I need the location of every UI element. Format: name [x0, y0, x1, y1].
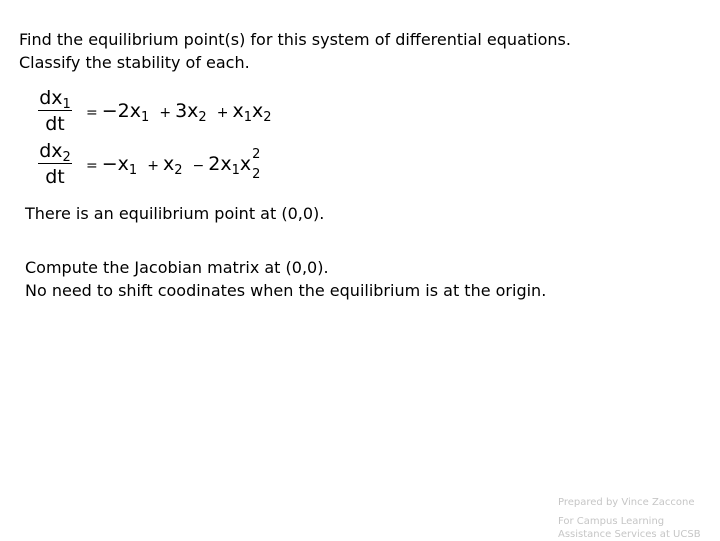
equilibrium-statement: There is an equilibrium point at (0,0). [25, 204, 325, 223]
for-line-2: Assistance Services at UCSB [558, 529, 701, 540]
shift-note: No need to shift coodinates when the equilibrium is at the origin. [25, 281, 547, 300]
jacobian-instruction: Compute the Jacobian matrix at (0,0). [25, 258, 329, 277]
derivative-fraction-2: $dx_2$ dt [39, 140, 71, 188]
prepared-by: Prepared by Vince Zaccone [558, 497, 695, 508]
equation-2-rhs: = $-x_1 + x_2 - 2x_1x$ 2 2 [86, 147, 261, 182]
derivative-fraction-1: $dx_1$ dt [39, 87, 71, 135]
intro-line-1: Find the equilibrium point(s) for this system of differential equations. [19, 30, 571, 49]
for-line-1: For Campus Learning [558, 516, 665, 527]
equation-1-rhs: = $-2x_1 + 3x_2 + x_1x_2$ [86, 100, 272, 125]
intro-line-2: Classify the stability of each. [19, 53, 250, 72]
